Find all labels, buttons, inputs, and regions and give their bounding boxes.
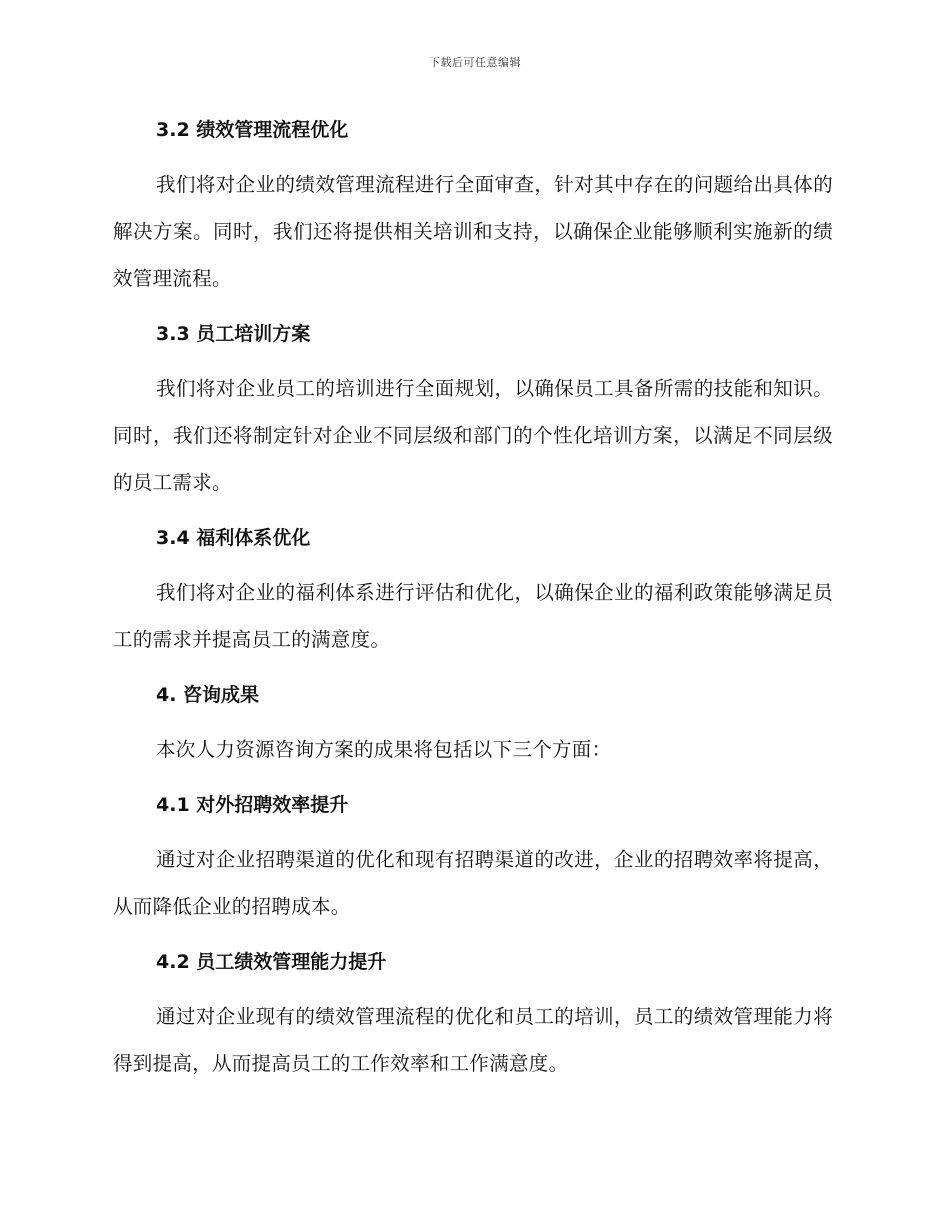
- section-4: [113, 677, 833, 787]
- section-heading: 3.2 绩效管理流程优化: [156, 119, 349, 141]
- section-3-2: [113, 112, 833, 316]
- section-4-2: [113, 944, 833, 1087]
- section-4-1: [113, 787, 833, 944]
- section-heading: 3.4 福利体系优化: [156, 527, 311, 549]
- section-paragraph: 我们将对企业的绩效管理流程进行全面审查，针对其中存在的问题给出具体的解决方案。同时，我们还将提供相关培训和支持，以确保企业能够顺利实施新的绩效管理流程。: [113, 173, 833, 290]
- document-body: [113, 112, 833, 1087]
- section-heading: 4.1 对外招聘效率提升: [156, 794, 349, 816]
- section-heading: 4. 咨询成果: [156, 684, 260, 706]
- section-3-3: [113, 316, 833, 520]
- section-paragraph: 我们将对企业的福利体系进行评估和优化，以确保企业的福利政策能够满足员工的需求并提高员工的满意度。: [113, 581, 833, 651]
- section-heading: 3.3 员工培训方案: [156, 323, 311, 345]
- section-paragraph: 我们将对企业员工的培训进行全面规划，以确保员工具备所需的技能和知识。同时，我们还将制定针对企业不同层级和部门的个性化培训方案，以满足不同层级的员工需求。: [113, 377, 833, 494]
- page-header: 下载后可任意编辑: [429, 56, 521, 69]
- section-paragraph: 本次人力资源咨询方案的成果将包括以下三个方面：: [156, 738, 612, 761]
- section-paragraph: 通过对企业现有的绩效管理流程的优化和员工的培训，员工的绩效管理能力将得到提高，从而提高员工的工作效率和工作满意度。: [113, 1005, 833, 1075]
- section-3-4: [113, 520, 833, 677]
- section-heading: 4.2 员工绩效管理能力提升: [156, 951, 387, 973]
- section-paragraph: 通过对企业招聘渠道的优化和现有招聘渠道的改进，企业的招聘效率将提高，从而降低企业的招聘成本。: [113, 848, 833, 918]
